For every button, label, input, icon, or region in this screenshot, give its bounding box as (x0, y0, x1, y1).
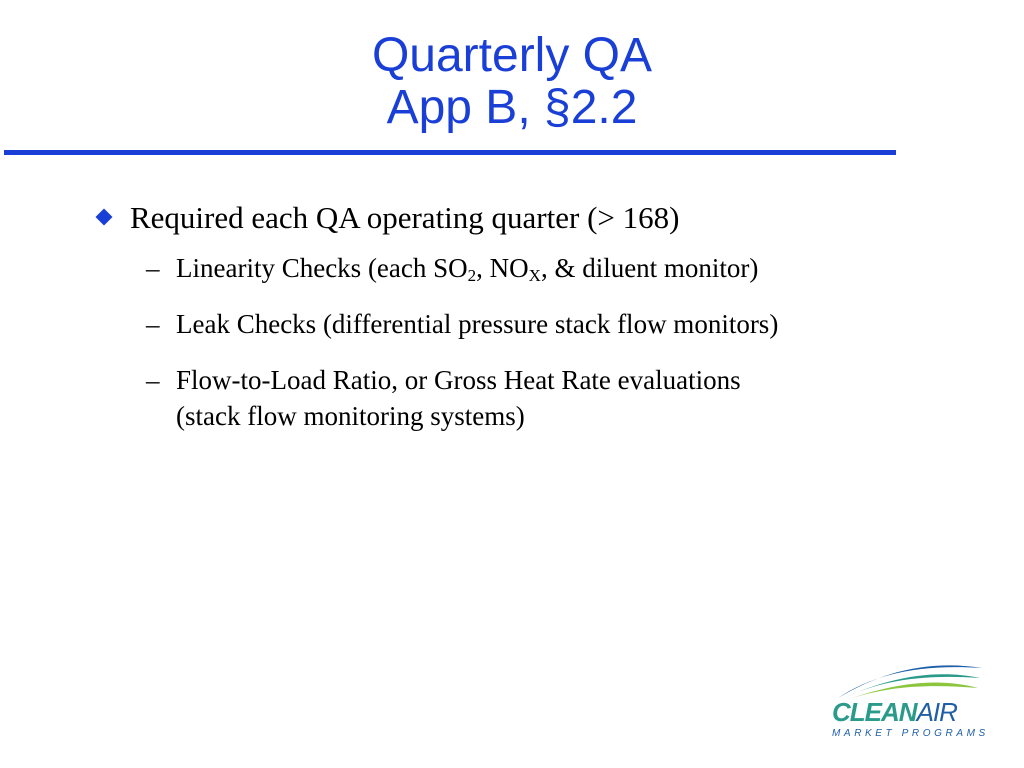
sub-bullet-text-line1: Flow-to-Load Ratio, or Gross Heat Rate evaluations (176, 365, 741, 395)
main-bullet-text: Required each QA operating quarter (> 168) (130, 200, 680, 235)
title-divider (4, 150, 896, 155)
bullet-list (96, 196, 996, 434)
sub-bullet-text-line2: (stack flow monitoring systems) (176, 401, 525, 431)
logo-tagline: MARKET PROGRAMS (832, 728, 989, 739)
subscript-so2: 2 (467, 266, 477, 285)
logo-word-air: AIR (916, 697, 957, 727)
subscript-nox: X (528, 266, 541, 285)
title-line-2: App B, §2.2 (386, 81, 638, 134)
sub-bullet-text: Leak Checks (differential pressure stack flow monitors) (176, 309, 779, 339)
dash-marker: – (146, 309, 160, 339)
sub-bullet-flow (96, 362, 996, 434)
slide-title (0, 30, 1024, 134)
sub-bullet-leak (96, 306, 996, 342)
title-line-1: Quarterly QA (371, 29, 653, 82)
dash-marker: – (146, 365, 160, 395)
sub-bullet-text-c: , & diluent monitor) (540, 253, 759, 283)
sub-bullet-text-a: Linearity Checks (each SO (176, 253, 468, 283)
sub-bullet-linearity (96, 250, 996, 286)
sub-bullet-text-b: , NO (476, 253, 529, 283)
clean-air-logo (826, 654, 989, 746)
wave-swoosh-icon (834, 654, 984, 702)
diamond-bullet-icon (96, 209, 113, 226)
main-bullet (96, 196, 996, 240)
dash-marker: – (146, 253, 160, 283)
logo-wordmark (832, 698, 957, 726)
logo-word-clean: CLEAN (832, 697, 917, 727)
sub-bullet-list (96, 250, 996, 434)
